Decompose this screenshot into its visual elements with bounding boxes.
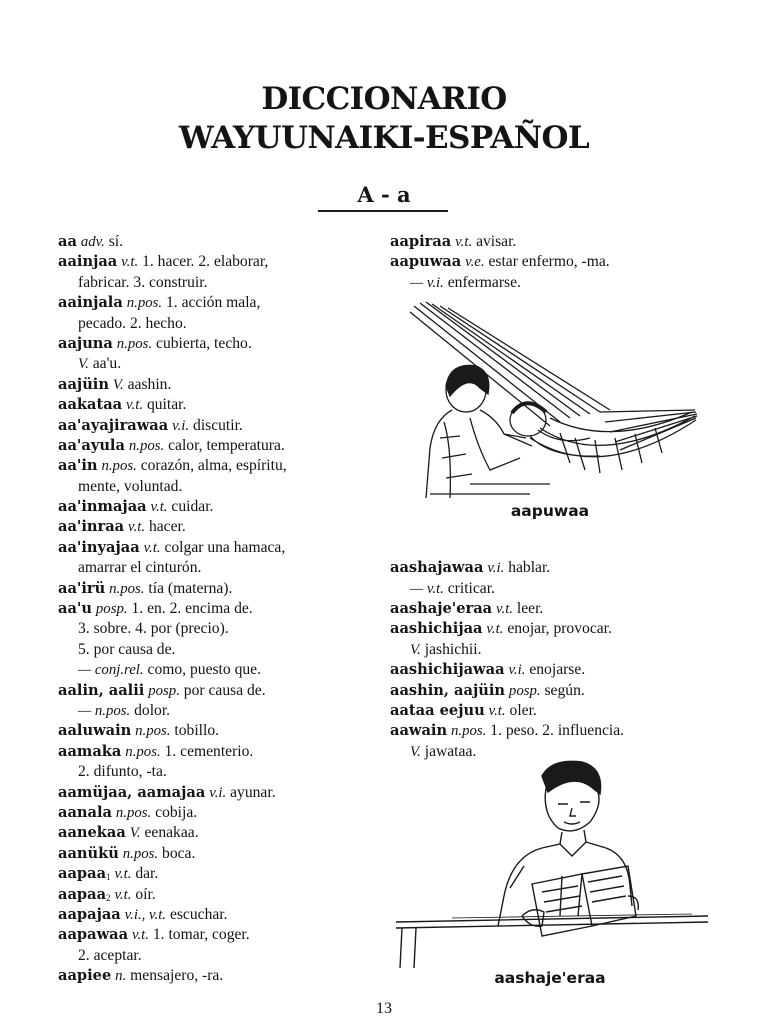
- entry-line: [58, 966, 386, 986]
- headword: aawain: [390, 722, 448, 740]
- definition: 5. por causa de.: [78, 640, 176, 658]
- right-column-top-entries: [390, 232, 720, 293]
- entry-continuation: [58, 946, 386, 966]
- definition: corazón, alma, espíritu,: [140, 457, 287, 475]
- grammar-tag: V.: [129, 825, 141, 842]
- headword: aanükü: [58, 844, 119, 862]
- entry-line: [58, 579, 386, 599]
- headword: aapuwaa: [390, 253, 462, 271]
- definition: 1. acción mala,: [165, 294, 261, 312]
- grammar-tag: n.pos.: [116, 335, 153, 352]
- grammar-tag: V.: [410, 743, 421, 760]
- entry-line: [58, 395, 386, 415]
- grammar-tag: posp.: [95, 601, 128, 618]
- definition: avisar.: [476, 233, 517, 250]
- entry-continuation: [58, 477, 386, 497]
- entry-line: [58, 864, 386, 884]
- definition: 2. aceptar.: [78, 946, 142, 964]
- entry-line: [58, 844, 386, 864]
- page-number: 13: [376, 1000, 392, 1017]
- grammar-tag: n.pos.: [101, 458, 137, 475]
- grammar-tag: v.i.: [209, 784, 227, 801]
- grammar-tag: v.e.: [465, 254, 485, 271]
- entry-line: [58, 334, 386, 354]
- definition: dar.: [135, 865, 159, 883]
- headword: aa: [58, 233, 77, 250]
- definition: 2. difunto, -ta.: [78, 763, 167, 781]
- definition: pecado. 2. hecho.: [78, 314, 187, 332]
- grammar-tag: v.t.: [126, 397, 144, 414]
- headword: aa'u: [58, 600, 92, 618]
- section-rule: [318, 210, 448, 212]
- definition: como, puesto que.: [147, 661, 261, 679]
- headword: aa'ayajirawaa: [58, 416, 169, 434]
- headword: aa'irü: [58, 579, 106, 597]
- entry-line: [390, 252, 720, 272]
- definition: discutir.: [193, 416, 243, 434]
- grammar-tag: — v.t.: [410, 580, 444, 597]
- headword: aashichijaa: [390, 620, 483, 638]
- headword: aajüin: [58, 375, 109, 393]
- definition: amarrar el cinturón.: [78, 559, 202, 577]
- entry-line: [58, 803, 386, 823]
- headword: aapaa: [58, 885, 107, 903]
- entry-line: [58, 497, 386, 517]
- definition: hablar.: [508, 559, 551, 577]
- definition: ayunar.: [230, 783, 276, 801]
- section-letter: A - a: [357, 182, 411, 207]
- grammar-tag: posp.: [508, 682, 541, 699]
- definition: estar enfermo, -ma.: [488, 253, 610, 271]
- definition: 3. sobre. 4. por (precio).: [78, 620, 229, 638]
- entry-line: [58, 885, 386, 905]
- definition: aa'u.: [92, 355, 122, 373]
- entry-continuation: [58, 314, 386, 334]
- definition: mente, voluntad.: [78, 477, 183, 495]
- headword: aa'in: [58, 457, 98, 475]
- grammar-tag: v.t.: [455, 234, 473, 250]
- entry-line: [58, 252, 386, 272]
- definition: calor, temperatura.: [168, 436, 285, 454]
- grammar-tag: n.pos.: [451, 723, 487, 740]
- grammar-tag: n.pos.: [135, 723, 171, 740]
- definition: cuidar.: [171, 498, 214, 516]
- headword: aamüjaa, aamajaa: [58, 783, 206, 801]
- entry-continuation: [58, 558, 386, 578]
- headword: aapiee: [58, 967, 112, 985]
- headword: aa'ayula: [58, 436, 125, 454]
- grammar-tag: V.: [78, 356, 89, 373]
- definition: leer.: [516, 599, 544, 617]
- grammar-tag: — n.pos.: [78, 702, 131, 719]
- grammar-tag: n.pos.: [125, 743, 161, 760]
- definition: cobija.: [155, 803, 198, 821]
- headword: aainjaa: [58, 253, 118, 271]
- entry-continuation: [58, 701, 386, 721]
- headword: aa'inyajaa: [58, 538, 140, 556]
- definition: oír.: [135, 885, 156, 903]
- headword: aaluwain: [58, 722, 132, 740]
- illustration-caption-2: aashaje'eraa: [494, 969, 606, 987]
- entry-line: [58, 925, 386, 945]
- grammar-tag: posp.: [148, 682, 180, 699]
- homonym-index: 1: [106, 872, 111, 883]
- entry-line: [58, 823, 386, 843]
- definition: hacer.: [148, 518, 186, 536]
- grammar-tag: v.t.: [488, 702, 506, 719]
- entry-line: [58, 905, 386, 925]
- definition: aashin.: [127, 375, 172, 393]
- hammock-illustration: [400, 298, 700, 498]
- grammar-tag: adv.: [80, 234, 105, 250]
- grammar-tag: n.pos.: [115, 804, 152, 821]
- grammar-tag: v.i.: [508, 662, 526, 679]
- illustration-caption-1: aapuwaa: [510, 502, 590, 520]
- entry-line: [58, 375, 386, 395]
- entry-continuation: [58, 660, 386, 680]
- grammar-tag: v.t.: [114, 886, 132, 903]
- grammar-tag: v.t.: [496, 600, 514, 617]
- definition: jashichii.: [424, 640, 482, 658]
- entry-line: [390, 599, 720, 619]
- entry-continuation: [58, 354, 386, 374]
- entry-line: [58, 742, 386, 762]
- definition: dolor.: [134, 701, 171, 719]
- headword: aa'inraa: [58, 518, 125, 536]
- definition: enojar, provocar.: [507, 620, 612, 638]
- entry-line: [390, 619, 720, 639]
- title-line-2: WAYUUNAIKI-ESPAÑOL: [178, 120, 590, 156]
- entry-line: [390, 701, 720, 721]
- headword: aanala: [58, 803, 112, 821]
- definition: escuchar.: [169, 905, 228, 923]
- grammar-tag: n.pos.: [126, 295, 163, 312]
- reading-boy-illustration: [392, 756, 710, 968]
- grammar-tag: n.pos.: [109, 580, 145, 597]
- grammar-tag: — conj.rel.: [78, 662, 144, 679]
- entry-line: [58, 538, 386, 558]
- grammar-tag: v.t.: [150, 499, 168, 516]
- homonym-index: 2: [106, 892, 111, 903]
- headword: aashichijawaa: [390, 661, 505, 679]
- headword: aajuna: [58, 334, 113, 352]
- entry-line: [58, 232, 386, 252]
- entry-line: [58, 721, 386, 741]
- entry-line: [390, 721, 720, 741]
- entry-line: [58, 517, 386, 537]
- definition: tía (materna).: [148, 579, 233, 597]
- definition: 1. hacer. 2. elaborar,: [142, 253, 269, 271]
- definition: boca.: [162, 844, 196, 862]
- headword: aapiraa: [390, 233, 452, 250]
- entry-line: [58, 599, 386, 619]
- grammar-tag: V.: [112, 376, 124, 393]
- headword: aapawaa: [58, 926, 129, 944]
- headword: aalin, aalii: [58, 681, 145, 699]
- definition: por causa de.: [183, 681, 266, 699]
- grammar-tag: v.t.: [131, 927, 149, 944]
- definition: 1. peso. 2. influencia.: [490, 722, 625, 740]
- entry-continuation: [58, 762, 386, 782]
- definition: fabricar. 3. construir.: [78, 273, 208, 291]
- entry-line: [58, 293, 386, 313]
- definition: sí.: [108, 233, 124, 250]
- definition: enojarse.: [529, 661, 586, 679]
- definition: jawataa.: [424, 742, 477, 760]
- entry-continuation: [390, 579, 720, 599]
- definition: 1. en. 2. encima de.: [131, 600, 253, 618]
- headword: aamaka: [58, 742, 122, 760]
- definition: colgar una hamaca,: [164, 538, 286, 556]
- right-column-middle-entries: [390, 558, 720, 762]
- definition: mensajero, -ra.: [130, 967, 224, 985]
- headword: aakataa: [58, 396, 123, 414]
- entry-line: [390, 681, 720, 701]
- left-column: [58, 232, 386, 986]
- headword: aainjala: [58, 294, 123, 312]
- headword: aapaa: [58, 865, 107, 883]
- grammar-tag: v.i.: [487, 560, 505, 577]
- definition: 1. tomar, coger.: [152, 926, 250, 944]
- grammar-tag: n.: [115, 968, 127, 985]
- entry-line: [58, 456, 386, 476]
- headword: aashin, aajüin: [390, 681, 506, 699]
- entry-line: [390, 232, 720, 252]
- definition: tobillo.: [174, 722, 220, 740]
- entry-continuation: [58, 273, 386, 293]
- entry-continuation: [390, 640, 720, 660]
- grammar-tag: v.t.: [121, 254, 139, 271]
- entry-line: [390, 558, 720, 578]
- headword: aa'inmajaa: [58, 498, 147, 516]
- definition: oler.: [509, 701, 537, 719]
- grammar-tag: n.pos.: [128, 437, 165, 454]
- definition: enfermarse.: [447, 273, 521, 291]
- headword: aataa eejuu: [390, 701, 485, 719]
- grammar-tag: v.t.: [114, 866, 132, 883]
- definition: criticar.: [447, 579, 495, 597]
- grammar-tag: v.i.: [172, 417, 190, 434]
- grammar-tag: — v.i.: [410, 274, 444, 291]
- grammar-tag: v.i., v.t.: [124, 906, 167, 923]
- headword: aashajawaa: [390, 559, 484, 577]
- entry-line: [390, 660, 720, 680]
- headword: aapajaa: [58, 905, 121, 923]
- headword: aashaje'eraa: [390, 599, 493, 617]
- definition: 1. cementerio.: [164, 742, 254, 760]
- entry-line: [58, 436, 386, 456]
- definition: cubierta, techo.: [156, 334, 252, 352]
- grammar-tag: V.: [410, 641, 421, 658]
- entry-line: [58, 416, 386, 436]
- entry-continuation: [58, 640, 386, 660]
- entry-continuation: [58, 619, 386, 639]
- definition: según.: [544, 681, 585, 699]
- grammar-tag: v.t.: [143, 539, 161, 556]
- entry-line: [58, 681, 386, 701]
- headword: aanekaa: [58, 824, 126, 842]
- grammar-tag: n.pos.: [122, 845, 159, 862]
- entry-line: [58, 783, 386, 803]
- grammar-tag: v.t.: [486, 621, 504, 638]
- grammar-tag: v.t.: [128, 519, 146, 536]
- definition: eenakaa.: [144, 824, 199, 842]
- title-line-1: DICCIONARIO: [261, 81, 507, 117]
- entry-continuation: [390, 273, 720, 293]
- definition: quitar.: [146, 396, 187, 414]
